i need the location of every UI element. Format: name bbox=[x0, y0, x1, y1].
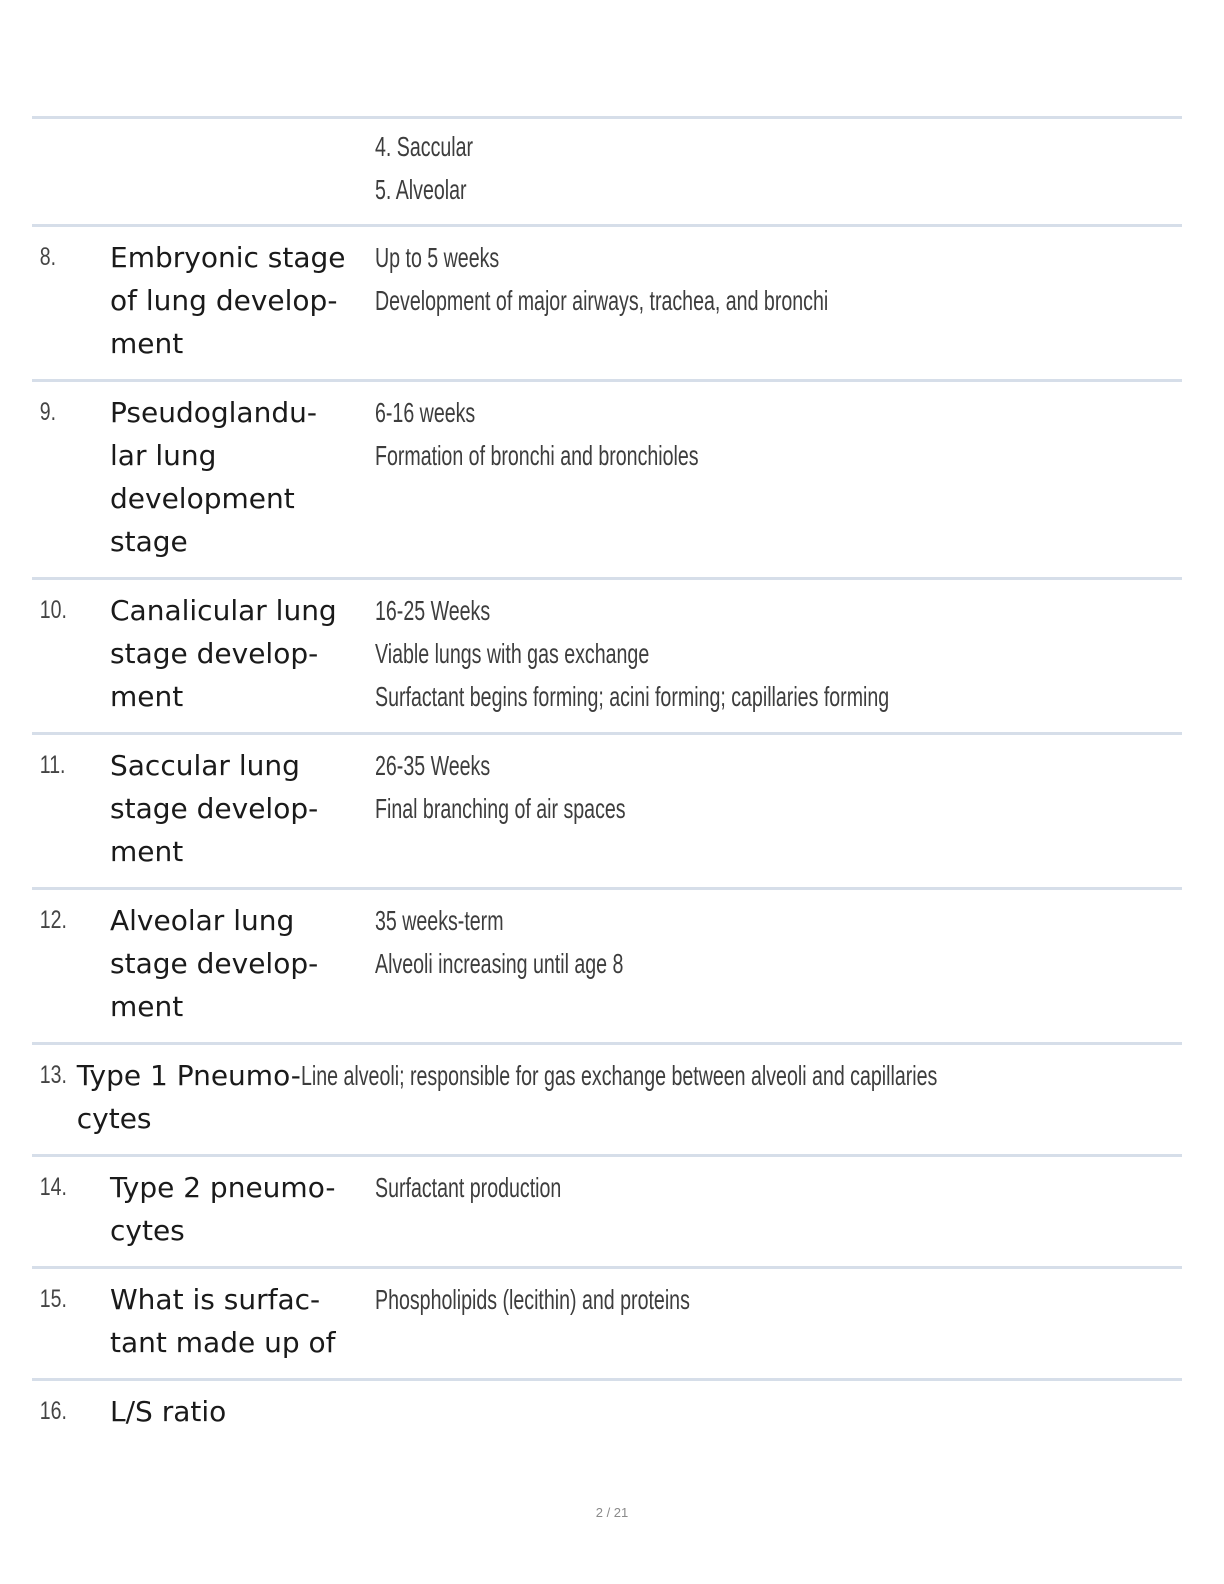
row-term bbox=[110, 391, 375, 563]
row-definition bbox=[375, 236, 1182, 322]
row-definition bbox=[375, 899, 1182, 985]
row-number: 15. bbox=[39, 1285, 67, 1313]
definition-line: 5. Alveolar bbox=[375, 174, 467, 205]
definition-line: Surfactant production bbox=[375, 1172, 562, 1203]
row-definition bbox=[375, 1166, 1182, 1209]
row-definition bbox=[375, 391, 1182, 477]
term-line: What is surfac- bbox=[110, 1283, 321, 1316]
definition-line: 35 weeks-term bbox=[375, 905, 504, 936]
table-row bbox=[32, 116, 1182, 224]
term-line: cytes bbox=[110, 1214, 185, 1247]
table-row bbox=[32, 1042, 1182, 1154]
definition-line: Viable lungs with gas exchange bbox=[375, 638, 650, 669]
term-line: development bbox=[110, 482, 295, 515]
table-row bbox=[32, 577, 1182, 732]
term-line: stage develop- bbox=[110, 637, 319, 670]
term-line: ment bbox=[110, 680, 184, 713]
flashcard-table bbox=[32, 116, 1182, 1433]
definition-line: 6-16 weeks bbox=[375, 397, 476, 428]
definition-line: Formation of bronchi and bronchioles bbox=[375, 440, 699, 471]
definition-line: Phospholipids (lecithin) and proteins bbox=[375, 1284, 690, 1315]
row-number: 9. bbox=[39, 398, 57, 426]
definition-line: Surfactant begins forming; acini forming; capillaries forming bbox=[375, 681, 890, 712]
term-line: Alveolar lung bbox=[110, 904, 295, 937]
table-row bbox=[32, 379, 1182, 577]
row-term bbox=[77, 1054, 301, 1140]
term-line: stage develop- bbox=[110, 792, 319, 825]
row-term bbox=[110, 744, 375, 873]
row-number: 10. bbox=[39, 596, 67, 624]
term-line: stage develop- bbox=[110, 947, 319, 980]
definition-line: Alveoli increasing until age 8 bbox=[375, 948, 624, 979]
term-line: ment bbox=[110, 990, 184, 1023]
row-definition bbox=[375, 1278, 1182, 1321]
table-row bbox=[32, 1266, 1182, 1378]
row-definition bbox=[375, 125, 1182, 211]
term-line: tant made up of bbox=[110, 1326, 336, 1359]
page-indicator: 2 / 21 bbox=[595, 1505, 629, 1520]
term-line: Saccular lung bbox=[110, 749, 300, 782]
row-term bbox=[110, 1390, 375, 1433]
table-row bbox=[32, 887, 1182, 1042]
row-term bbox=[110, 236, 375, 365]
table-row bbox=[32, 732, 1182, 887]
definition-line: Up to 5 weeks bbox=[375, 242, 500, 273]
term-line: Embryonic stage bbox=[110, 241, 346, 274]
term-line: of lung develop- bbox=[110, 284, 338, 317]
term-line: stage bbox=[110, 525, 188, 558]
term-line: L/S ratio bbox=[110, 1395, 227, 1428]
row-term bbox=[110, 589, 375, 718]
definition-line: Line alveoli; responsible for gas exchange between alveoli and capillaries bbox=[300, 1060, 938, 1091]
definition-line: 26-35 Weeks bbox=[375, 750, 491, 781]
term-line: ment bbox=[110, 327, 184, 360]
row-number: 11. bbox=[39, 751, 66, 779]
row-term bbox=[110, 1166, 375, 1252]
term-line: Type 1 Pneumo- bbox=[76, 1059, 301, 1092]
definition-line: 4. Saccular bbox=[375, 131, 474, 162]
row-number: 14. bbox=[39, 1173, 67, 1201]
definition-line: 16-25 Weeks bbox=[375, 595, 491, 626]
term-line: Type 2 pneumo- bbox=[110, 1171, 336, 1204]
row-definition bbox=[375, 744, 1182, 830]
row-definition bbox=[375, 589, 1182, 718]
table-row bbox=[32, 1378, 1182, 1433]
definition-line: Development of major airways, trachea, and bronchi bbox=[375, 285, 829, 316]
row-term bbox=[110, 1278, 375, 1364]
term-line: lar lung bbox=[110, 439, 217, 472]
row-term bbox=[110, 899, 375, 1028]
row-definition bbox=[301, 1054, 1210, 1097]
term-line: cytes bbox=[76, 1102, 152, 1135]
term-line: Canalicular lung bbox=[110, 594, 337, 627]
row-number: 16. bbox=[39, 1397, 67, 1425]
row-number: 13. bbox=[39, 1061, 67, 1089]
term-line: ment bbox=[110, 835, 184, 868]
term-line: Pseudoglandu- bbox=[110, 396, 317, 429]
row-number: 12. bbox=[39, 906, 67, 934]
table-row bbox=[32, 1154, 1182, 1266]
table-row bbox=[32, 224, 1182, 379]
row-number: 8. bbox=[39, 243, 57, 271]
definition-line: Final branching of air spaces bbox=[375, 793, 626, 824]
